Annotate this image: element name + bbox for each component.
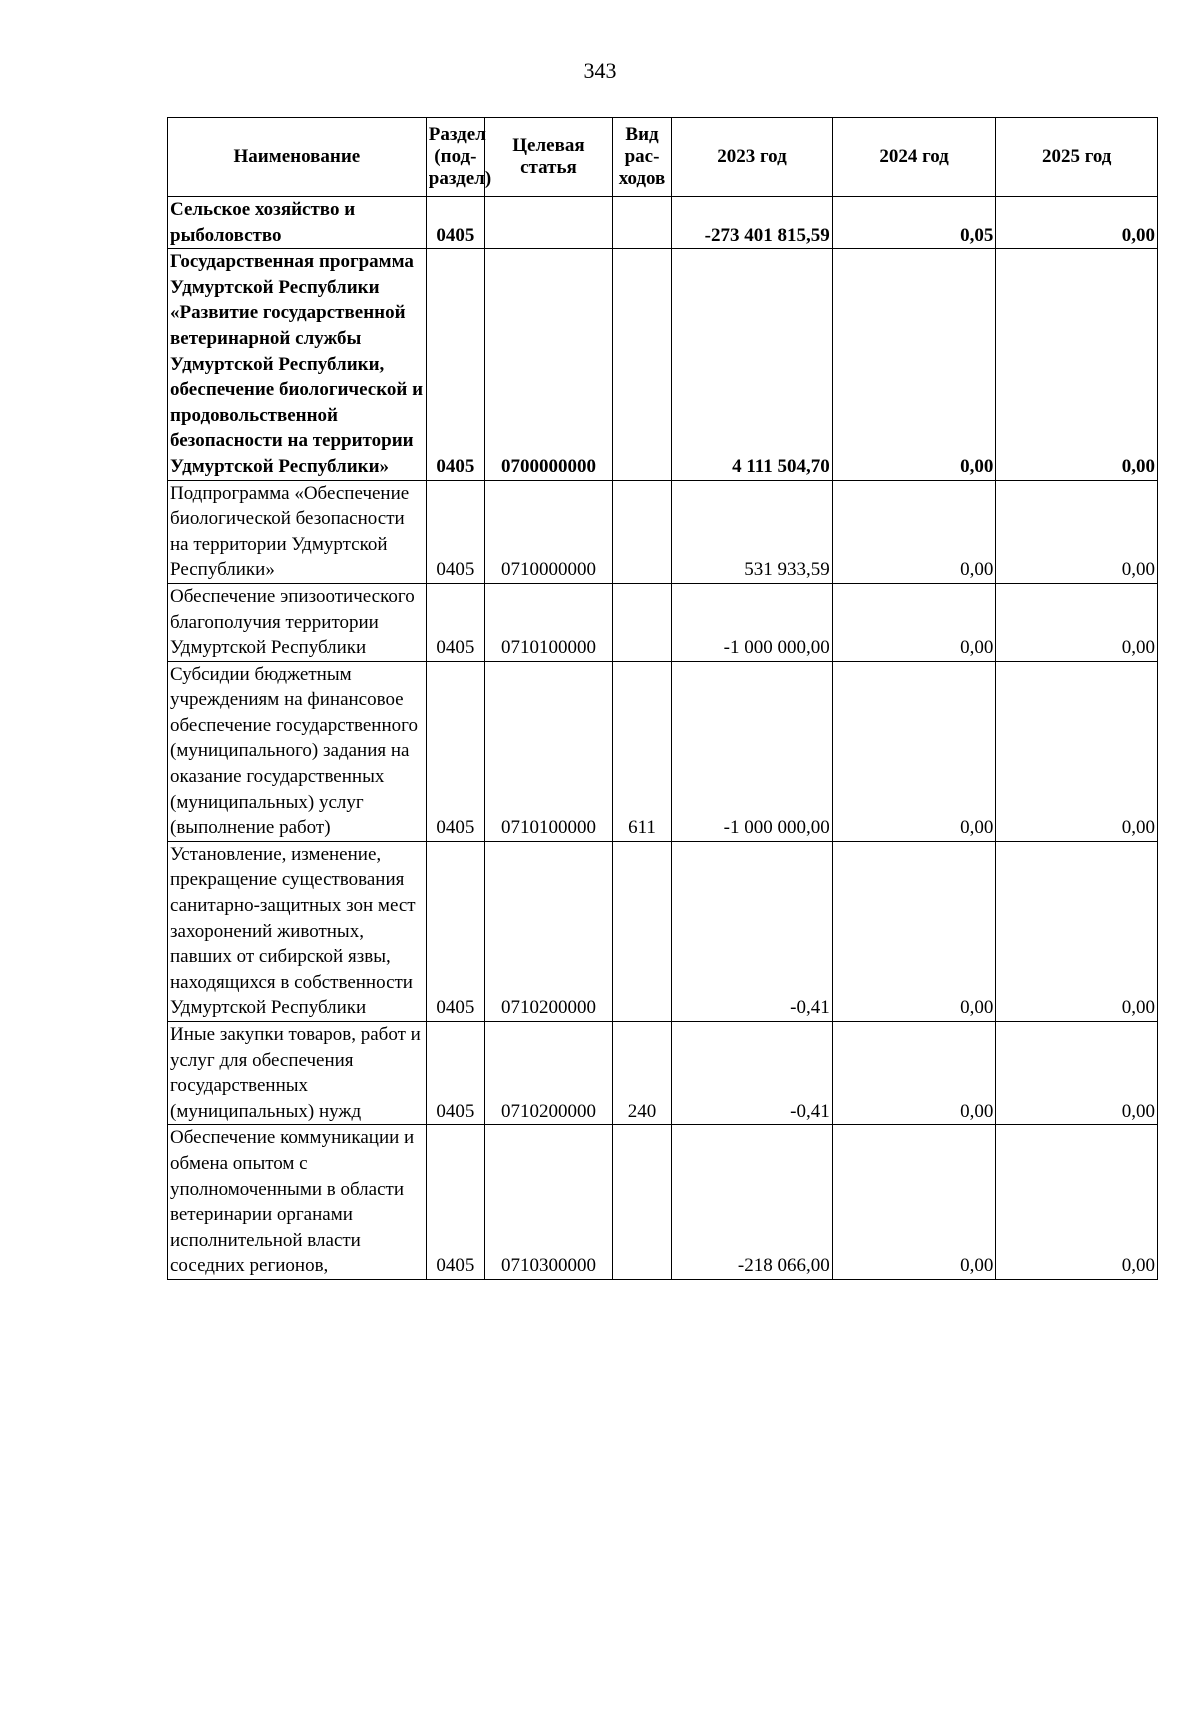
row-2025: 0,00 — [996, 249, 1158, 480]
row-2024: 0,00 — [832, 583, 996, 661]
row-2024: 0,00 — [832, 1125, 996, 1280]
row-kind: 611 — [612, 661, 671, 841]
header-2023: 2023 год — [672, 118, 833, 197]
header-2025: 2025 год — [996, 118, 1158, 197]
row-section: 0405 — [426, 1022, 484, 1125]
row-2023: -1 000 000,00 — [672, 583, 833, 661]
row-kind — [612, 480, 671, 583]
row-target: 0710200000 — [485, 1022, 613, 1125]
row-2023: -0,41 — [672, 841, 833, 1021]
row-2025: 0,00 — [996, 1125, 1158, 1280]
row-kind — [612, 841, 671, 1021]
header-section: Раздел (под-раздел) — [426, 118, 484, 197]
table-row — [168, 197, 1158, 249]
row-section: 0405 — [426, 197, 484, 249]
row-target: 0710100000 — [485, 583, 613, 661]
row-2024: 0,00 — [832, 480, 996, 583]
row-name: Обеспечение эпизоотического благополучия территории Удмуртской Республики — [168, 583, 427, 661]
row-target: 0710200000 — [485, 841, 613, 1021]
row-2024: 0,00 — [832, 249, 996, 480]
row-name: Обеспечение коммуникации и обмена опытом с уполномоченными в области ветеринарии органами исполнительной власти соседних регионов, — [168, 1125, 427, 1280]
row-2024: 0,00 — [832, 1022, 996, 1125]
table-row — [168, 1125, 1158, 1280]
row-section: 0405 — [426, 480, 484, 583]
header-row — [168, 118, 1158, 197]
row-target: 0710100000 — [485, 661, 613, 841]
row-2023: 531 933,59 — [672, 480, 833, 583]
row-target: 0710300000 — [485, 1125, 613, 1280]
row-2025: 0,00 — [996, 1022, 1158, 1125]
header-name: Наименование — [168, 118, 427, 197]
row-2023: -0,41 — [672, 1022, 833, 1125]
row-2025: 0,00 — [996, 480, 1158, 583]
row-section: 0405 — [426, 583, 484, 661]
row-2024: 0,00 — [832, 661, 996, 841]
row-2023: -1 000 000,00 — [672, 661, 833, 841]
row-2025: 0,00 — [996, 197, 1158, 249]
row-target — [485, 197, 613, 249]
row-2023: -273 401 815,59 — [672, 197, 833, 249]
header-kind: Вид рас-ходов — [612, 118, 671, 197]
table-row — [168, 1022, 1158, 1125]
row-kind — [612, 583, 671, 661]
table-row — [168, 480, 1158, 583]
budget-table — [167, 117, 1158, 1280]
row-name: Установление, изменение, прекращение существования санитарно-защитных зон мест захоронений животных, павших от сибирской язвы, находящихся в собственности Удмуртской Республики — [168, 841, 427, 1021]
header-target: Целевая статья — [485, 118, 613, 197]
table-row — [168, 841, 1158, 1021]
row-section: 0405 — [426, 661, 484, 841]
row-kind — [612, 249, 671, 480]
row-name: Подпрограмма «Обеспечение биологической безопасности на территории Удмуртской Республики» — [168, 480, 427, 583]
header-2024: 2024 год — [832, 118, 996, 197]
row-section: 0405 — [426, 249, 484, 480]
row-target: 0710000000 — [485, 480, 613, 583]
row-2025: 0,00 — [996, 661, 1158, 841]
row-name: Государственная программа Удмуртской Республики «Развитие государственной ветеринарной службы Удмуртской Республики, обеспечение биологической и продовольственной безопасности на территории Удмуртской Республики» — [168, 249, 427, 480]
row-name: Иные закупки товаров, работ и услуг для обеспечения государственных (муниципальных) нужд — [168, 1022, 427, 1125]
row-target: 0700000000 — [485, 249, 613, 480]
row-section: 0405 — [426, 1125, 484, 1280]
row-2023: -218 066,00 — [672, 1125, 833, 1280]
table-row — [168, 661, 1158, 841]
row-kind — [612, 197, 671, 249]
row-name: Сельское хозяйство и рыболовство — [168, 197, 427, 249]
row-2024: 0,05 — [832, 197, 996, 249]
row-kind — [612, 1125, 671, 1280]
table-row — [168, 249, 1158, 480]
row-2024: 0,00 — [832, 841, 996, 1021]
page-number: 343 — [583, 58, 617, 83]
row-2025: 0,00 — [996, 841, 1158, 1021]
row-2025: 0,00 — [996, 583, 1158, 661]
row-kind: 240 — [612, 1022, 671, 1125]
row-name: Субсидии бюджетным учреждениям на финансовое обеспечение государственного (муниципального) задания на оказание государственных (муниципальных) услуг (выполнение работ) — [168, 661, 427, 841]
row-2023: 4 111 504,70 — [672, 249, 833, 480]
table-row — [168, 583, 1158, 661]
row-section: 0405 — [426, 841, 484, 1021]
